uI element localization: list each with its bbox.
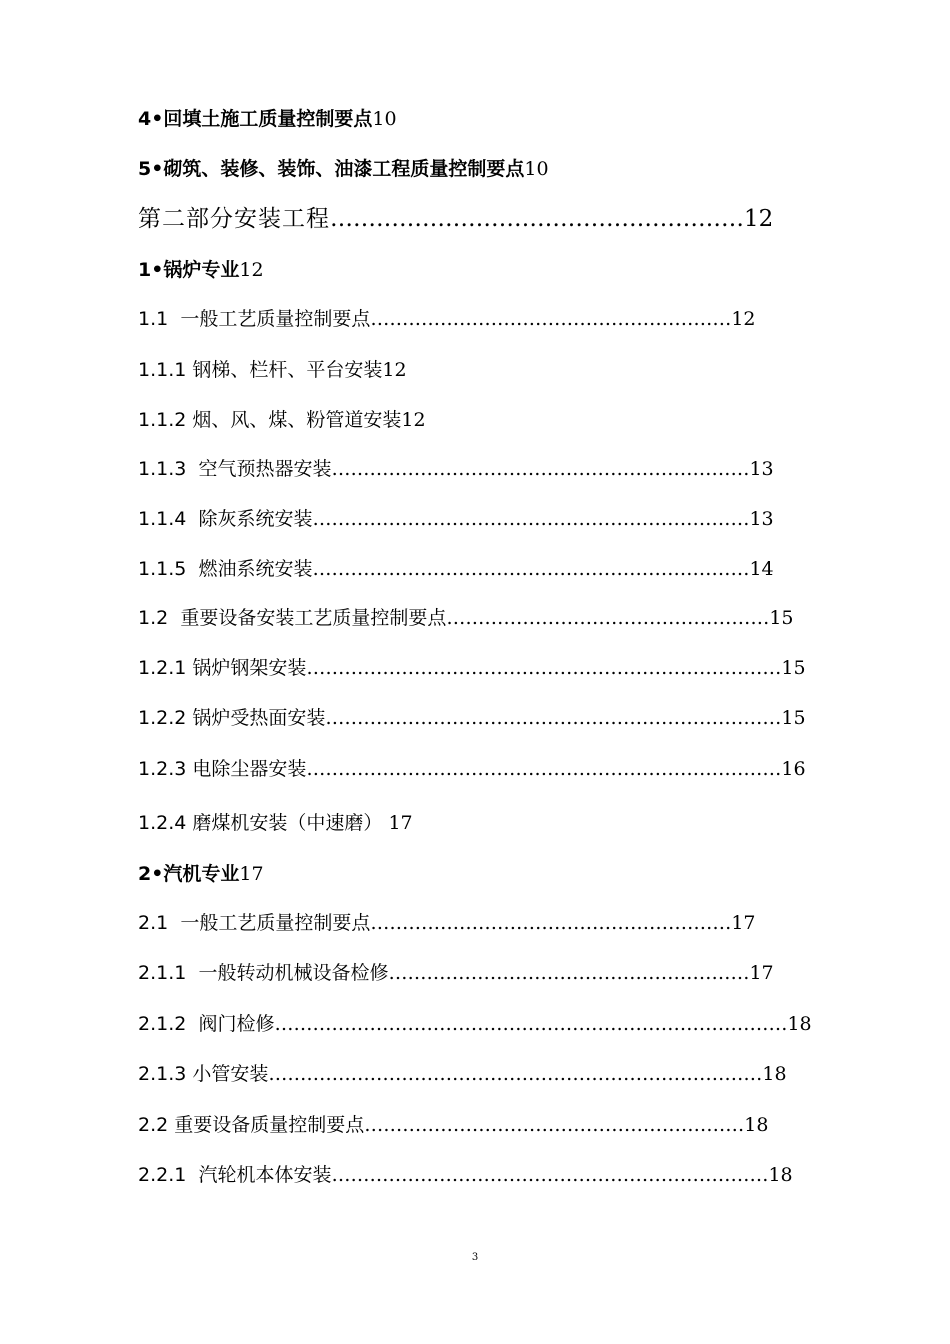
toc-dot-leader: ………………………………………………… — [370, 912, 732, 934]
toc-entry — [138, 507, 774, 531]
toc-entry-title: 一般转动机械设备检修 — [198, 962, 389, 984]
toc-entry-page: 18 — [744, 1114, 769, 1136]
toc-entry — [138, 961, 774, 985]
toc-entry-title: 除灰系统安装 — [198, 508, 313, 530]
toc-entry-page: 15 — [781, 707, 806, 729]
toc-entry-turbine — [138, 862, 264, 886]
toc-entry-number: 1.2.1 — [138, 657, 187, 679]
toc-entry-title: 回填土施工质量控制要点 — [163, 108, 373, 130]
toc-entry-boiler — [138, 258, 264, 282]
toc-entry-page: 12 — [731, 308, 756, 330]
toc-entry — [138, 606, 794, 630]
toc-entry-page: 10 — [524, 158, 549, 180]
toc-entry-page: 17 — [239, 863, 264, 885]
toc-entry-page: 13 — [749, 458, 774, 480]
toc-entry — [138, 1163, 793, 1187]
toc-entry-page: 17 — [388, 812, 413, 834]
toc-entry — [138, 557, 774, 581]
toc-dot-leader: ………………………………………………… — [388, 962, 750, 984]
toc-entry-title: 钢梯、栏杆、平台安装 — [192, 359, 383, 381]
toc-dot-leader: ………………………………………………………………… — [306, 758, 782, 780]
toc-entry — [138, 1062, 787, 1086]
toc-entry-page: 15 — [769, 607, 794, 629]
toc-dot-leader: ……………………………………………………………… — [325, 707, 782, 729]
toc-entry-page: 12 — [382, 359, 407, 381]
toc-entry-title: 第二部分安装工程 — [138, 206, 330, 232]
toc-entry-number: 1.2.3 — [138, 758, 187, 780]
toc-entry — [138, 1012, 812, 1036]
toc-entry-title: 锅炉专业 — [163, 259, 240, 281]
toc-entry-number: 2.2.1 — [138, 1164, 187, 1186]
toc-entry-number: 1.1.5 — [138, 558, 187, 580]
toc-entry-number: 1.2.4 — [138, 812, 187, 834]
toc-part-heading — [138, 205, 773, 233]
toc-dot-leader: ………………………………………………………… — [331, 458, 750, 480]
toc-entry-number: 1.1.3 — [138, 458, 187, 480]
toc-entry-title: 小管安装 — [192, 1063, 269, 1085]
toc-entry-page: 12 — [401, 409, 426, 431]
toc-entry — [138, 307, 756, 331]
toc-entry-page: 18 — [768, 1164, 793, 1186]
toc-entry-number: 1.1 — [138, 308, 169, 330]
toc-dot-leader: ………………………………………………………………… — [306, 657, 782, 679]
toc-entry-title: 一般工艺质量控制要点 — [180, 912, 371, 934]
toc-entry-title: 电除尘器安装 — [192, 758, 307, 780]
toc-entry-page: 12 — [239, 259, 264, 281]
toc-entry-number: 1.2.2 — [138, 707, 187, 729]
toc-entry-number: 1.2 — [138, 607, 169, 629]
toc-entry — [138, 757, 806, 781]
toc-entry-page: 14 — [749, 558, 774, 580]
toc-entry-number: 1.1.1 — [138, 359, 187, 381]
page-number: 3 — [471, 1252, 479, 1263]
toc-entry-masonry — [138, 157, 549, 181]
toc-entry — [138, 457, 774, 481]
toc-entry-number: 1.1.2 — [138, 409, 187, 431]
toc-entry-page: 13 — [749, 508, 774, 530]
toc-entry-title: 阀门检修 — [198, 1013, 275, 1035]
toc-entry-title: 燃油系统安装 — [198, 558, 313, 580]
toc-entry-number: 1.1.4 — [138, 508, 187, 530]
toc-entry-title: 锅炉受热面安装 — [192, 707, 326, 729]
toc-entry-page: 17 — [731, 912, 756, 934]
toc-entry-title: 重要设备质量控制要点 — [174, 1114, 365, 1136]
toc-entry — [138, 811, 413, 835]
toc-entry-page: 18 — [787, 1013, 812, 1035]
toc-entry-number: 2.1.2 — [138, 1013, 187, 1035]
toc-dot-leader: ………………………………………………… — [370, 308, 732, 330]
toc-entry — [138, 1113, 768, 1137]
toc-entry-title: 砌筑、装修、装饰、油漆工程质量控制要点 — [163, 158, 525, 180]
toc-entry-number: 2• — [138, 863, 164, 885]
toc-entry-page: 12 — [744, 206, 774, 232]
toc-dot-leader: …………………………………………………………… — [331, 1164, 769, 1186]
toc-entry — [138, 656, 806, 680]
toc-entry-page: 18 — [762, 1063, 787, 1085]
toc-entry-number: 2.1.3 — [138, 1063, 187, 1085]
toc-entry-title: 锅炉钢架安装 — [192, 657, 307, 679]
toc-entry-title: 磨煤机安装（中速磨） — [192, 812, 383, 834]
toc-dot-leader: …………………………………………………………… — [312, 558, 750, 580]
toc-entry — [138, 911, 756, 935]
toc-dot-leader: …………………………………………… — [446, 607, 770, 629]
toc-entry-page: 10 — [372, 108, 397, 130]
toc-entry-number: 2.2 — [138, 1114, 169, 1136]
toc-entry — [138, 358, 407, 382]
toc-entry-page: 15 — [781, 657, 806, 679]
toc-entry-number: 2.1.1 — [138, 962, 187, 984]
toc-entry-number: 4• — [138, 108, 164, 130]
toc-entry-page: 17 — [749, 962, 774, 984]
toc-entry-page: 16 — [781, 758, 806, 780]
toc-dot-leader: ……………………………………………………………………… — [274, 1013, 788, 1035]
toc-dot-leader: ……………………………………………… — [330, 206, 744, 232]
toc-entry-backfill — [138, 107, 397, 131]
toc-entry-number: 1• — [138, 259, 164, 281]
toc-entry-title: 空气预热器安装 — [198, 458, 332, 480]
toc-entry-title: 烟、风、煤、粉管道安装 — [192, 409, 402, 431]
toc-dot-leader: …………………………………………………………… — [312, 508, 750, 530]
toc-entry-title: 汽轮机本体安装 — [198, 1164, 332, 1186]
toc-entry-number: 5• — [138, 158, 164, 180]
toc-dot-leader: …………………………………………………… — [364, 1114, 745, 1136]
toc-entry-title: 一般工艺质量控制要点 — [180, 308, 371, 330]
toc-entry-title: 汽机专业 — [163, 863, 240, 885]
toc-entry — [138, 706, 806, 730]
toc-entry-title: 重要设备安装工艺质量控制要点 — [180, 607, 447, 629]
toc-entry-number: 2.1 — [138, 912, 169, 934]
toc-dot-leader: …………………………………………………………………… — [268, 1063, 763, 1085]
toc-entry — [138, 408, 426, 432]
